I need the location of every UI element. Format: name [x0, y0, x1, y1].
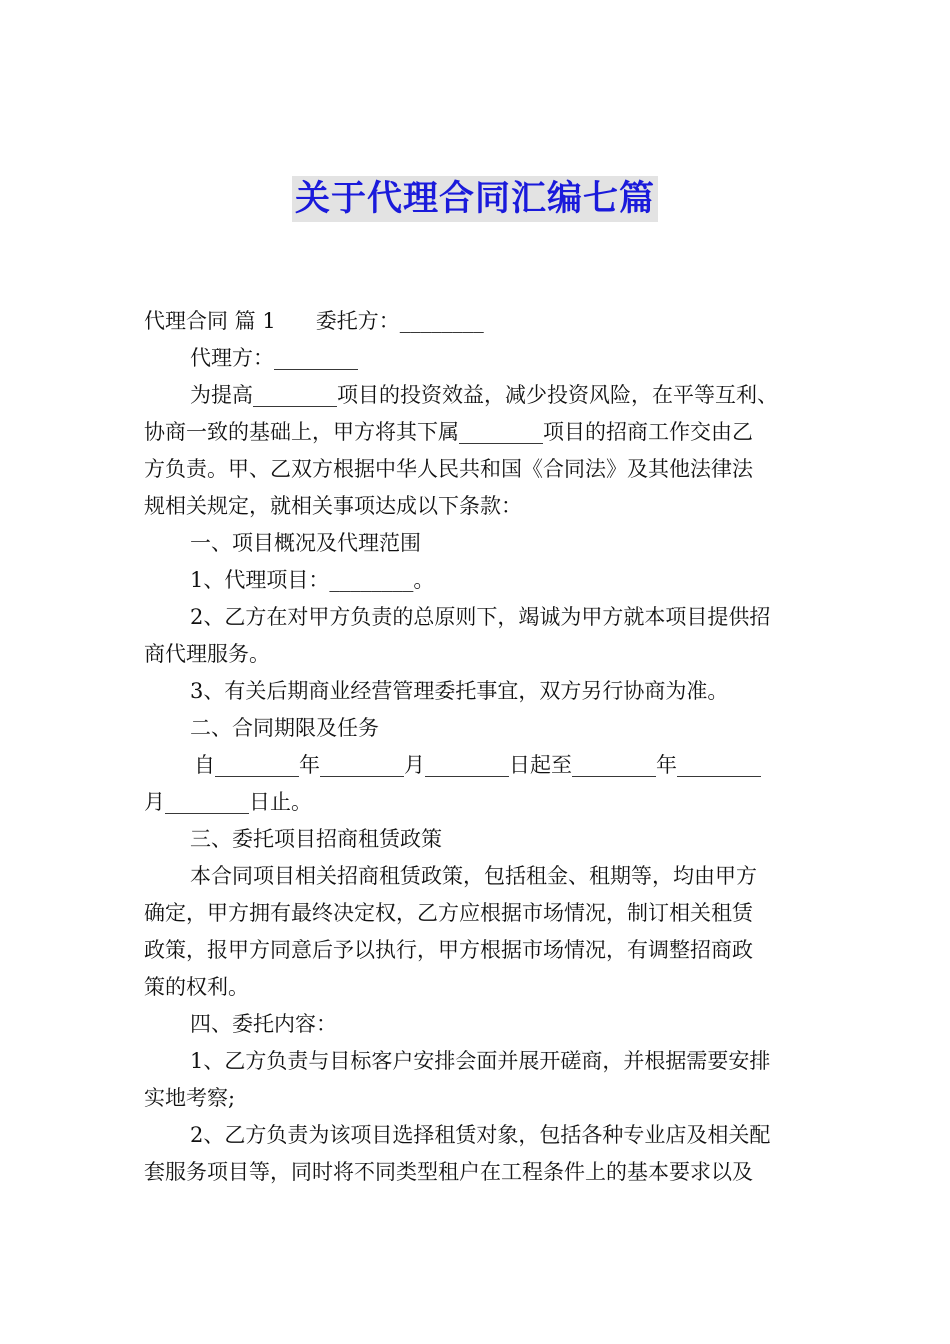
paragraph-line: 1、乙方负责与目标客户安排会面并展开磋商，并根据需要安排 — [190, 1049, 771, 1073]
paragraph-line: 为提高________项目的投资效益，减少投资风险，在平等互利、 — [190, 383, 778, 407]
paragraph-line: 商代理服务。 — [144, 642, 270, 666]
clause-heading: 三、委托项目招商租赁政策 — [190, 827, 442, 851]
title-block — [0, 176, 950, 222]
paragraph-line: 2、乙方在对甲方负责的总原则下，竭诚为甲方就本项目提供招 — [190, 605, 771, 629]
paragraph-line: 套服务项目等，同时将不同类型租户在工程条件上的基本要求以及 — [144, 1160, 753, 1184]
clause-heading: 四、委托内容： — [190, 1012, 337, 1036]
first-line — [144, 303, 809, 340]
section-heading-1: 代理合同 篇 1 — [144, 309, 276, 333]
paragraph-line: 策的权利。 — [144, 975, 249, 999]
paragraph-line: 方负责。甲、乙双方根据中华人民共和国《合同法》及其他法律法 — [144, 457, 753, 481]
paragraph-line: 3、有关后期商业经营管理委托事宜，双方另行协商为准。 — [190, 679, 729, 703]
paragraph-line: 月________日止。 — [144, 790, 312, 814]
document-title: 关于代理合同汇编七篇 — [292, 176, 658, 222]
paragraph-line: 代理方：________ — [190, 346, 358, 370]
paragraph-line: 本合同项目相关招商租赁政策，包括租金、租期等，均由甲方 — [190, 864, 757, 888]
paragraph-line: 规相关规定，就相关事项达成以下条款： — [144, 494, 522, 518]
clause-heading: 二、合同期限及任务 — [190, 716, 379, 740]
paragraph-line: 确定，甲方拥有最终决定权，乙方应根据市场情况，制订相关租赁 — [144, 901, 753, 925]
paragraph-line: 协商一致的基础上，甲方将其下属________项目的招商工作交由乙 — [144, 420, 753, 444]
paragraph-line: 2、乙方负责为该项目选择租赁对象，包括各种专业店及相关配 — [190, 1123, 771, 1147]
paragraph-line: 实地考察; — [144, 1086, 236, 1110]
principal-field: 委托方：________ — [315, 309, 484, 333]
paragraph-line: 自________年________月________日起至________年________ — [194, 753, 761, 777]
paragraph-line: 政策，报甲方同意后予以执行，甲方根据市场情况，有调整招商政 — [144, 938, 753, 962]
clause-heading: 一、项目概况及代理范围 — [190, 531, 421, 555]
paragraph-line: 1、代理项目：________。 — [190, 568, 435, 592]
document-body — [144, 303, 809, 1191]
